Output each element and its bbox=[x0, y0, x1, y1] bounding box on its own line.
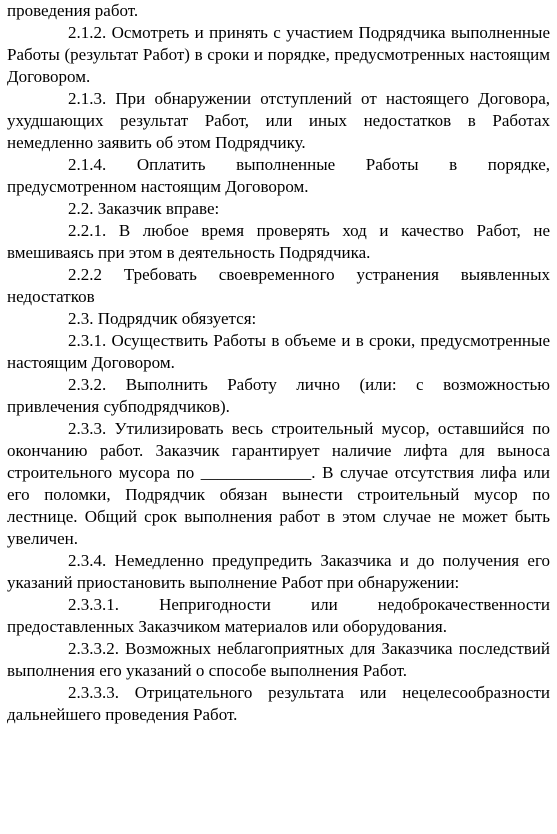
paragraph-2-3-2: 2.3.2. Выполнить Работу лично (или: с возможностью привлечения субподрядчиков). bbox=[7, 375, 550, 416]
paragraph-2-2-1: 2.2.1. В любое время проверять ход и качество Работ, не вмешиваясь при этом в деятельность Подрядчика. bbox=[7, 221, 550, 262]
paragraph-2-3-3-1: 2.3.3.1. Непригодности или недоброкачественности предоставленных Заказчиком материалов или оборудования. bbox=[7, 595, 550, 636]
paragraph-2-1-2: 2.1.2. Осмотреть и принять с участием Подрядчика выполненные Работы (результат Работ) в сроки и порядке, предусмотренных настоящим Договором. bbox=[7, 23, 550, 86]
paragraph-2-1-4: 2.1.4. Оплатить выполненные Работы в порядке, предусмотренном настоящим Договором. bbox=[7, 155, 550, 196]
paragraph-2-3-3-2: 2.3.3.2. Возможных неблагоприятных для Заказчика последствий выполнения его указаний о способе выполнения Работ. bbox=[7, 639, 550, 680]
paragraph-2-3-4: 2.3.4. Немедленно предупредить Заказчика и до получения его указаний приостановить выполнение Работ при обнаружении: bbox=[7, 551, 550, 592]
heading-2-3: 2.3. Подрядчик обязуется: bbox=[68, 309, 257, 328]
paragraph-2-2-2: 2.2.2 Требовать своевременного устранения выявленных недостатков bbox=[7, 265, 550, 306]
paragraph-2-3-3-3: 2.3.3.3. Отрицательного результата или нецелесообразности дальнейшего проведения Работ. bbox=[7, 683, 550, 724]
paragraph-2-1-3: 2.1.3. При обнаружении отступлений от настоящего Договора, ухудшающих результат Работ, или иных недостатков в Работах немедленно заявить об этом Подрядчику. bbox=[7, 89, 550, 152]
heading-2-2: 2.2. Заказчик вправе: bbox=[68, 199, 220, 218]
paragraph-continuation: проведения работ. bbox=[7, 1, 139, 20]
paragraph-2-3-1: 2.3.1. Осуществить Работы в объеме и в сроки, предусмотренные настоящим Договором. bbox=[7, 331, 550, 372]
paragraph-2-3-3: 2.3.3. Утилизировать весь строительный мусор, оставшийся по окончанию работ. Заказчик гарантирует наличие лифта для выноса строительного мусора по _____________. В случае отсутствия лифа или его поломки, Подрядчик обязан вынести строительный мусор по лестнице. Общий срок выполнения работ в этом случае не может быть увеличен. bbox=[7, 419, 550, 548]
